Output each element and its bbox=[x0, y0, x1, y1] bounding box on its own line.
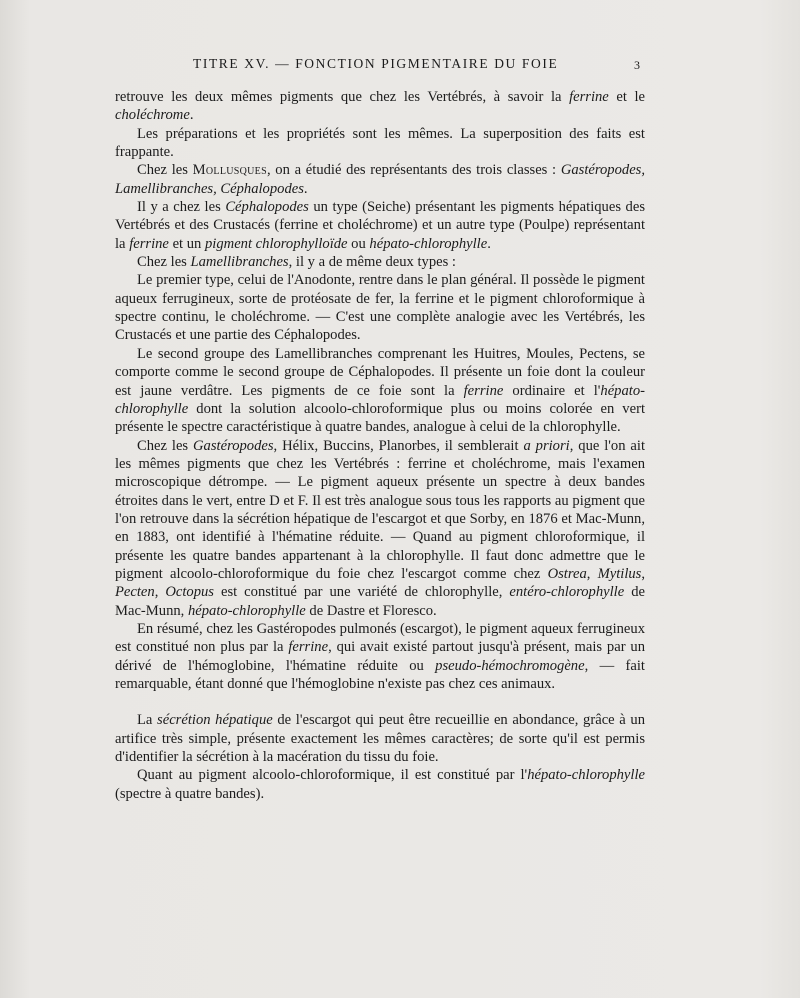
running-head bbox=[0, 56, 800, 76]
text-run: , Hélix, Buccins, Planorbes, il semblerait bbox=[273, 437, 524, 454]
text-run: . bbox=[189, 107, 194, 124]
text-run: , bbox=[586, 565, 598, 582]
text-run: Chez les bbox=[137, 437, 194, 454]
italic-term: entéro-chlorophylle bbox=[509, 584, 625, 601]
running-title: TITRE XV. — FONCTION PIGMENTAIRE DU FOIE bbox=[193, 56, 559, 71]
italic-term: hépato-chlorophylle bbox=[115, 382, 645, 417]
text-run: . bbox=[303, 180, 308, 197]
text-run: Quant au pigment alcoolo-chloroformique, il est constitué par l' bbox=[137, 767, 528, 784]
text-run: , bbox=[641, 565, 646, 582]
italic-term: Lamellibranches bbox=[190, 254, 289, 271]
body-text bbox=[115, 88, 645, 803]
paragraph bbox=[115, 271, 645, 344]
text-run: de Mac-Munn, bbox=[115, 584, 645, 619]
small-caps-term: Mollusques bbox=[192, 162, 267, 179]
text-run: , — fait remarquable, étant donné que l'hémoglobine n'existe pas chez ces animaux. bbox=[115, 657, 645, 692]
italic-term: sécrétion hépatique bbox=[157, 712, 273, 729]
text-run: Chez les bbox=[137, 162, 193, 179]
page-number: 3 bbox=[634, 58, 640, 72]
italic-term: ferrine bbox=[463, 382, 504, 399]
paragraph bbox=[115, 88, 645, 125]
text-run: , qui avait existé partout jusqu'à présent, mais par un dérivé de l'hémoglobine, l'hématine réduite ou bbox=[115, 639, 645, 674]
italic-term: choléchrome bbox=[115, 107, 190, 124]
text-run: retrouve les deux mêmes pigments que chez les Vertébrés, à savoir la bbox=[115, 89, 570, 105]
text-run: ou bbox=[347, 235, 370, 252]
text-run: Chez les bbox=[137, 254, 191, 271]
text-run: , on a étudié des représentants des trois classes : bbox=[266, 162, 561, 179]
italic-term: Octopus bbox=[165, 584, 214, 601]
text-run: En résumé, chez les Gastéropodes pulmonés (escargot), le pigment aqueux ferrugineux est constitué non plus par la bbox=[115, 620, 645, 656]
text-run: est constitué par une variété de chlorophylle, bbox=[214, 584, 510, 601]
text-run: Le second groupe des Lamellibranches comprenant les Huitres, Moules, Pectens, se comporte comme le second groupe de Céphalopodes. Il présente un foie dont la couleur est jaune verdâtre. Les pigments de ce foie sont la bbox=[115, 345, 645, 399]
paragraph bbox=[115, 345, 645, 437]
italic-term: Ostrea bbox=[547, 565, 587, 582]
text-run: Le premier type, celui de l'Anodonte, rentre dans le plan général. Il possède le pigment aqueux ferrugineux, sorte de protéosate de fer, la ferrine et le pigment chloroformique à spectre continu, le choléchrome. — C'est une complète analogie avec les Vertébrés, les Crustacés et une partie des Céphalopodes. bbox=[115, 272, 645, 344]
text-run: . bbox=[487, 235, 491, 252]
italic-term: hépato-chlorophylle bbox=[187, 602, 306, 619]
paragraph bbox=[115, 766, 645, 803]
italic-term: a priori bbox=[523, 437, 570, 454]
text-run: dont la solution alcoolo-chloroformique plus ou moins colorée en vert présente le spectre caractéristique à quatre bandes, analogue à celui de la chlorophylle. bbox=[115, 400, 645, 436]
paragraph bbox=[115, 711, 645, 766]
italic-term: Gastéropodes, Lamellibranches, Céphalopodes bbox=[115, 162, 646, 197]
text-run: , bbox=[154, 584, 166, 601]
text-run: Il y a chez les bbox=[137, 199, 226, 216]
italic-term: Céphalopodes bbox=[225, 199, 309, 216]
paragraph bbox=[115, 198, 645, 253]
italic-term: pseudo-hémochromogène bbox=[435, 657, 585, 674]
text-run: ordinaire et l' bbox=[503, 382, 601, 399]
italic-term: ferrine bbox=[129, 235, 169, 252]
paragraph bbox=[115, 125, 645, 162]
paragraph bbox=[115, 437, 645, 620]
text-run: , que l'on ait les mêmes pigments que chez les Vertébrés : ferrine et choléchrome, mais l'examen microscopique détrompe. — Le pigment aqueux présente un spectre à deux bandes étroites dans le vert, entre D et F. Il est très analogue sous tous les rapports au pigment que l'on retrouve dans la sécrétion hépatique de l'escargot et que Sorby, en 1876 et Mac-Munn, en 1883, ont identifié à l'hématine réduite. — Quand au pigment chloroformique, il présente les quatre bandes appartenant à la chlorophylle. Il faut donc admettre que le pigment alcoolo-chloroformique du foie chez l'escargot comme chez bbox=[115, 437, 646, 582]
italic-term: hépato-chlorophylle bbox=[369, 235, 488, 252]
italic-term: Mytilus bbox=[597, 565, 642, 582]
text-run: et un bbox=[168, 235, 205, 252]
italic-term: pigment chlorophylloïde bbox=[205, 235, 348, 252]
italic-term: Gastéropodes bbox=[193, 437, 274, 454]
text-run: et le bbox=[608, 89, 645, 105]
text-run: de l'escargot qui peut être recueillie en abondance, grâce à un artifice très simple, présente exactement les mêmes caractères; de sorte qu'il est permis d'identifier la sécrétion à la macération du tissu du foie. bbox=[115, 712, 645, 766]
paragraph bbox=[115, 253, 645, 271]
paragraph bbox=[115, 620, 645, 693]
paragraph bbox=[115, 161, 645, 198]
text-run: Les préparations et les propriétés sont les mêmes. La superposition des faits est frappante. bbox=[115, 125, 645, 161]
text-run: (spectre à quatre bandes). bbox=[115, 785, 265, 802]
text-run: La bbox=[137, 712, 158, 729]
italic-term: hépato-chlorophylle bbox=[527, 767, 645, 784]
text-run: de Dastre et Floresco. bbox=[305, 602, 437, 619]
text-run: , il y a de même deux types : bbox=[288, 254, 456, 271]
italic-term: ferrine bbox=[569, 89, 609, 105]
text-run: un type (Seiche) présentant les pigments hépatiques des Vertébrés et des Crustacés (ferrine et choléchrome) et un autre type (Poulpe) représentant la bbox=[115, 199, 645, 252]
italic-term: ferrine bbox=[288, 639, 329, 656]
italic-term: Pecten bbox=[115, 584, 155, 601]
